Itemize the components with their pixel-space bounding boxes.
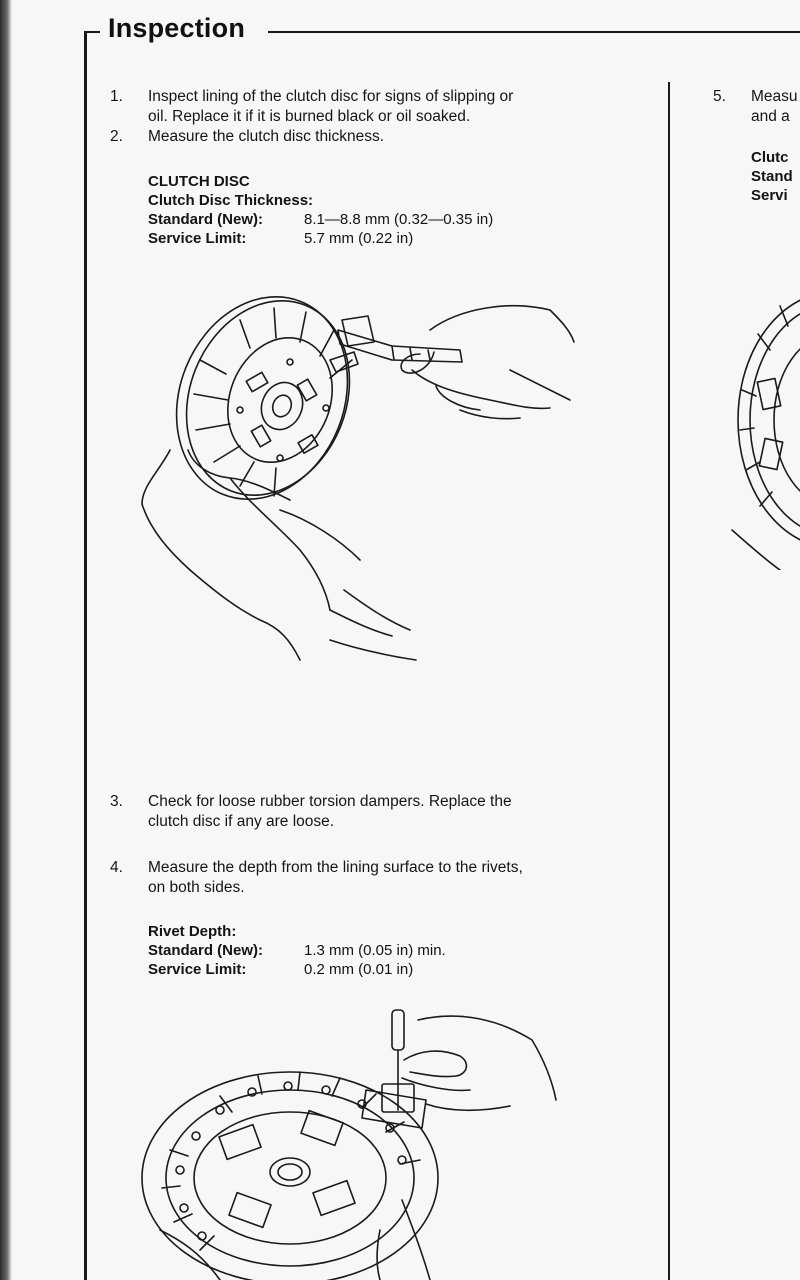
spec-label: Standard (New): xyxy=(148,942,264,959)
depth-gauge-icon xyxy=(362,1010,426,1128)
step-text-line: on both sides. xyxy=(148,879,245,896)
step-text-line: Measure the depth from the lining surface to the rivets, xyxy=(148,859,523,876)
step-text-line: Inspect lining of the clutch disc for signs of slipping or xyxy=(148,88,514,105)
spec-heading: CLUTCH DISC xyxy=(148,173,250,190)
right-column-cropped xyxy=(670,0,800,1280)
step-text-line: Measu xyxy=(751,88,798,105)
spec-subheading: Clutch Disc Thickness: xyxy=(148,192,314,209)
spec-line: Clutc xyxy=(751,149,789,166)
depth-gauge-on-clutch-disc-illustration xyxy=(140,1000,560,1280)
step-5-spec xyxy=(751,148,800,208)
step-text-line: oil. Replace it if it is burned black or oil soaked. xyxy=(148,108,471,125)
spec-value: 0.2 mm (0.01 in) xyxy=(304,961,414,978)
left-hand-icon xyxy=(142,450,416,660)
right-hand-icon xyxy=(401,306,574,419)
spec-value: 1.3 mm (0.05 in) min. xyxy=(304,942,446,959)
hand-icon xyxy=(160,1016,556,1280)
caliper-measuring-clutch-disc-illustration xyxy=(130,290,590,680)
step-text-line: Measure the clutch disc thickness. xyxy=(148,128,385,145)
step-number: 3. xyxy=(110,793,123,810)
clutch-disc-icon xyxy=(142,1072,438,1280)
vernier-caliper-icon xyxy=(330,316,462,372)
step-number: 1. xyxy=(110,88,123,105)
clutch-disc-spec xyxy=(148,172,608,262)
section-title: Inspection xyxy=(108,13,246,43)
spec-label: Standard (New): xyxy=(148,211,264,228)
spec-label: Service Limit: xyxy=(148,230,247,247)
step-text-line: and a xyxy=(751,108,790,125)
spec-line: Servi xyxy=(751,187,788,204)
clutch-disc-icon xyxy=(732,292,800,570)
step-text-line: clutch disc if any are loose. xyxy=(148,813,335,830)
spec-value: 8.1—8.8 mm (0.32—0.35 in) xyxy=(304,211,494,228)
step-text-line: Check for loose rubber torsion dampers. Replace the xyxy=(148,793,512,810)
rivet-depth-spec xyxy=(148,922,608,984)
spec-line: Stand xyxy=(751,168,793,185)
clutch-disc-partial-illustration xyxy=(730,270,800,570)
left-frame-line xyxy=(84,31,87,1280)
step-number: 5. xyxy=(713,88,726,105)
page-edge-shadow xyxy=(0,0,12,1280)
spec-subheading: Rivet Depth: xyxy=(148,923,237,940)
step-number: 2. xyxy=(110,128,123,145)
spec-value: 5.7 mm (0.22 in) xyxy=(304,230,414,247)
spec-label: Service Limit: xyxy=(148,961,247,978)
step-number: 4. xyxy=(110,859,123,876)
